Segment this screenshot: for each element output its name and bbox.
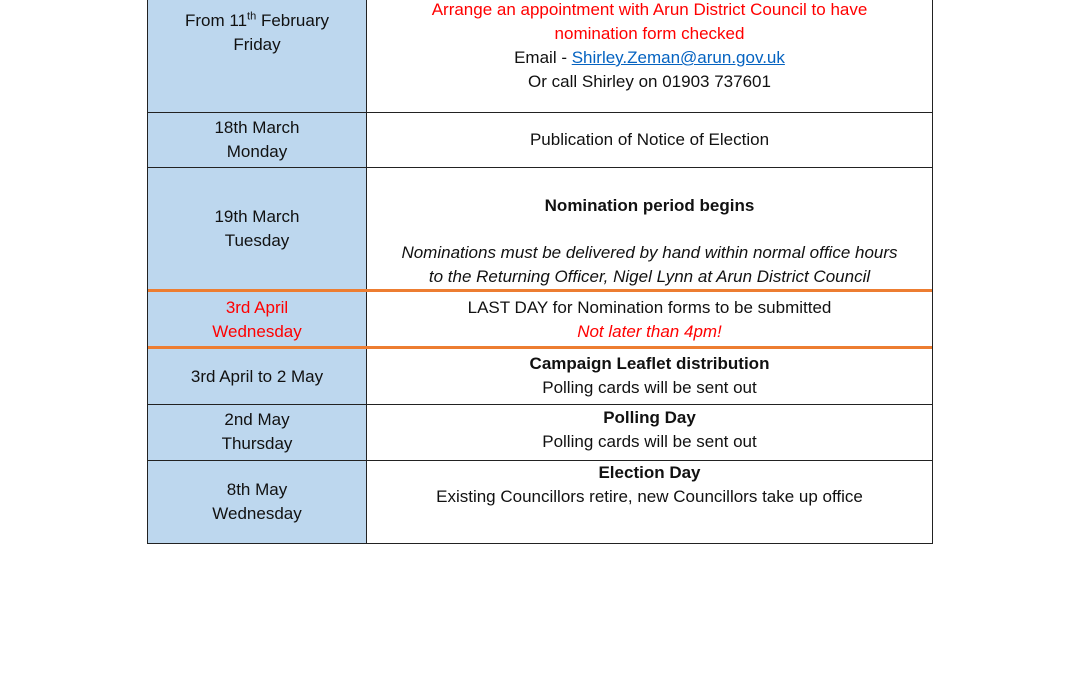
appointment-line-1: Arrange an appointment with Arun District Council to have	[431, 0, 868, 19]
date-cell	[148, 168, 367, 289]
description-text: LAST DAY for Nomination forms to be submitted	[467, 298, 832, 317]
date-cell	[148, 405, 367, 460]
date-cell	[148, 113, 367, 167]
day-text: Tuesday	[224, 231, 290, 250]
row-heading: Nomination period begins	[544, 196, 755, 215]
date-text: 19th March	[214, 207, 300, 226]
description-text: Existing Councillors retire, new Councillors take up office	[436, 487, 863, 506]
date-text: 3rd April to 2 May	[190, 366, 324, 386]
date-text: 3rd April	[225, 298, 289, 317]
table-row	[148, 292, 932, 349]
email-line: Email - Shirley.Zeman@arun.gov.uk	[514, 48, 785, 67]
date-text: From 11th February	[185, 10, 329, 30]
table-row	[148, 113, 932, 168]
date-cell	[148, 292, 367, 346]
appointment-line-2: nomination form checked	[554, 24, 745, 43]
deadline-text: Not later than 4pm!	[577, 322, 722, 341]
row-heading: Election Day	[598, 463, 701, 482]
description-cell	[367, 461, 932, 543]
day-text: Monday	[226, 142, 288, 161]
date-text: 8th May	[226, 480, 288, 499]
description-text: Polling cards will be sent out	[542, 378, 757, 397]
description-cell	[367, 292, 932, 346]
day-text: Wednesday	[212, 504, 302, 523]
description-cell	[367, 113, 932, 167]
note-line-1: Nominations must be delivered by hand within normal office hours	[401, 243, 898, 262]
table-row	[148, 168, 932, 292]
description-cell	[367, 405, 932, 460]
phone-line: Or call Shirley on 01903 737601	[528, 72, 771, 91]
date-cell	[148, 461, 367, 543]
description-text: Publication of Notice of Election	[529, 130, 770, 149]
day-text: Wednesday	[212, 322, 302, 341]
description-cell	[367, 0, 932, 112]
table-row	[148, 461, 932, 543]
table-row	[148, 349, 932, 405]
day-text: Friday	[233, 35, 281, 54]
table-row	[148, 0, 932, 113]
election-timetable	[147, 0, 933, 544]
description-cell	[367, 168, 932, 289]
email-link[interactable]: Shirley.Zeman@arun.gov.uk	[571, 48, 785, 67]
table-row	[148, 405, 932, 461]
note-line-2: to the Returning Officer, Nigel Lynn at Arun District Council	[428, 267, 871, 286]
row-heading: Campaign Leaflet distribution	[529, 354, 770, 373]
day-text: Thursday	[221, 434, 293, 453]
date-cell	[148, 349, 367, 404]
row-heading: Polling Day	[603, 408, 696, 427]
description-text: Polling cards will be sent out	[542, 432, 757, 451]
description-cell	[367, 349, 932, 404]
date-cell	[148, 0, 367, 112]
date-text: 18th March	[214, 118, 300, 137]
date-text: 2nd May	[224, 410, 290, 429]
